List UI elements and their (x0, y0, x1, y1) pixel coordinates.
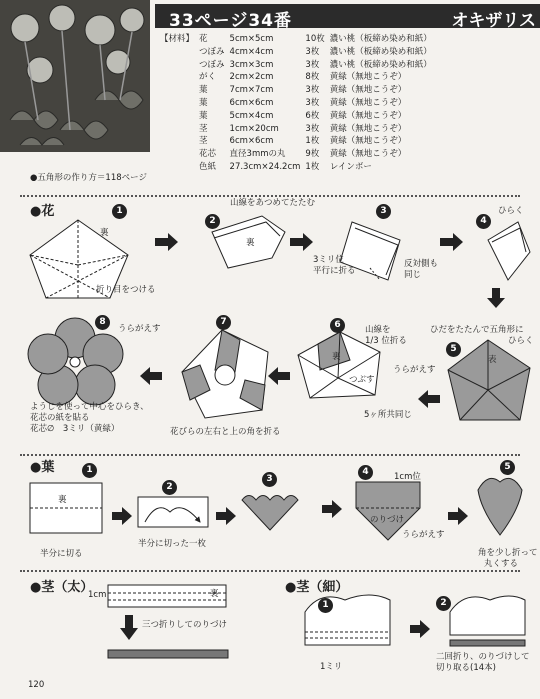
materials-cell: 27.3cm×24.2cm (229, 161, 301, 172)
step7-label: 花びらの左右と上の角を折る (170, 427, 281, 437)
step-number: 5 (446, 342, 461, 357)
materials-cell: 3枚 (305, 59, 320, 70)
flower-step4-diagram (488, 222, 530, 280)
materials-cell: 黄緑（無地こうぞ） (329, 72, 407, 83)
materials-cell: 2cm×2cm (229, 72, 274, 83)
step3-label: 平行に折る (313, 266, 356, 276)
step-number: 2 (162, 480, 177, 495)
flower-step7-diagram (182, 330, 268, 418)
stem-thin-note: 切り取る(14本) (436, 663, 496, 673)
label-omote: 表 (488, 355, 497, 365)
step-number: 2 (205, 214, 220, 229)
materials-cell: 濃い桃（板締め染め和紙） (329, 34, 432, 44)
materials-cell: 3枚 (305, 46, 320, 57)
page-title: オキザリス (451, 11, 536, 31)
flower-step8-diagram (28, 318, 123, 405)
stem-thin-mm: 1ミリ (320, 662, 343, 672)
materials-cell: 花芯 (199, 149, 217, 160)
materials-cell: 3枚 (305, 97, 320, 108)
step-number: 6 (330, 318, 345, 333)
step8-label: 花芯の紙を貼る (30, 413, 90, 423)
materials-cell: 6cm×6cm (229, 97, 274, 108)
step3-label: 3ミリ位 (313, 255, 344, 265)
materials-cell: 葉 (199, 97, 208, 108)
materials-cell: 葉 (199, 85, 208, 96)
step3-label: 反対側も (404, 259, 439, 269)
label-ura: 裏 (100, 228, 109, 238)
step-number: 7 (216, 315, 231, 330)
materials-cell: 1cm×20cm (229, 123, 279, 134)
step-number: 3 (262, 472, 277, 487)
label-ura: 裏 (58, 495, 67, 505)
materials-cell: つぼみ (199, 46, 225, 57)
materials-cell: レインボー (329, 161, 372, 172)
materials-cell: 5cm×5cm (229, 34, 274, 44)
section-heading-leaf: ●葉 (30, 460, 55, 475)
step8-label: 花芯∅ 3ミリ（黄緑） (30, 424, 120, 434)
materials-cell: 葉 (199, 110, 208, 121)
label-ura: 裏 (332, 352, 341, 362)
materials-cell: 10枚 (305, 34, 325, 44)
leaf-step5-label: 角を少し折って (478, 548, 538, 558)
materials-cell: 3cm×3cm (229, 59, 274, 70)
step-number: 1 (112, 204, 127, 219)
step-number: 5 (500, 460, 515, 475)
materials-cell: 茎 (199, 123, 208, 134)
materials-cell: 黄緑（無地こうぞ） (329, 149, 407, 160)
step-number: 4 (476, 214, 491, 229)
materials-cell: 5cm×4cm (229, 110, 274, 121)
crease-label: 折り目をつける (96, 285, 156, 295)
materials-cell: 濃い桃（板締め染め和紙） (329, 46, 432, 57)
materials-cell: 黄緑（無地こうぞ） (329, 110, 407, 121)
materials-cell: 直径3mmの丸 (229, 149, 286, 160)
step-number: 8 (95, 315, 110, 330)
materials-label: 【材料】 (160, 34, 195, 44)
materials-cell: 1枚 (305, 161, 320, 172)
open-label: ひらく (498, 206, 524, 216)
leaf-step2-label: 半分に切った一枚 (138, 539, 207, 549)
materials-cell: 濃い桃（板締め染め和紙） (329, 59, 432, 70)
step-number: 1 (82, 463, 97, 478)
section-heading-flower: ●花 (30, 204, 55, 219)
step-number: 4 (358, 465, 373, 480)
materials-cell: 黄緑（無地こうぞ） (329, 85, 407, 96)
stem-thin-diagram (305, 595, 525, 646)
page-reference: 33ページ34番 (169, 11, 292, 31)
materials-cell: 黄緑（無地こうぞ） (329, 97, 407, 108)
leaf-step1-label: 半分に切る (40, 549, 83, 559)
step3-label: 同じ (404, 270, 422, 280)
step6-label: つぶす (349, 375, 375, 385)
step-number: 1 (318, 598, 333, 613)
label-ura: 裏 (210, 589, 219, 599)
step6-label: 5ヶ所共同じ (364, 410, 412, 420)
materials-cell: 3枚 (305, 85, 320, 96)
materials-cell: 黄緑（無地こうぞ） (329, 123, 407, 134)
stem-size-label: 1cm (88, 590, 107, 600)
materials-cell: 6cm×6cm (229, 136, 274, 147)
pentagon-note: ●五角形の作り方＝118ページ (30, 173, 147, 183)
leaf-step5-label: 丸くする (484, 559, 519, 569)
materials-cell: 茎 (199, 136, 208, 147)
materials-cell: 7cm×7cm (229, 85, 274, 96)
leaf-step4-label: のりづけ (370, 515, 405, 525)
materials-cell: 6枚 (305, 110, 320, 121)
leaf-step4-label: 1cm位 (394, 472, 421, 482)
materials-cell: 黄緑（無地こうぞ） (329, 136, 407, 147)
step6-label: 1/3 位折る (365, 336, 407, 346)
step8-label: ようじを使って中心をひらき、 (30, 402, 149, 412)
step5-label: ひらく (508, 336, 534, 346)
materials-cell: 4cm×4cm (229, 46, 274, 57)
step-number: 2 (436, 596, 451, 611)
turn-label: うらがえす (402, 530, 445, 540)
step-number: 3 (376, 204, 391, 219)
stem-thick-note: 三つ折りしてのりづけ (142, 620, 228, 630)
step5-label: ひだをたたんで五角形に (430, 325, 524, 335)
materials-cell: 1枚 (305, 136, 320, 147)
mountain-label: 山線をあつめてたたむ (230, 198, 316, 208)
materials-cell: つぼみ (199, 59, 225, 70)
materials-cell: 8枚 (305, 72, 320, 83)
materials-cell: 花 (199, 34, 208, 44)
materials-cell: がく (199, 72, 217, 83)
materials-cell: 色紙 (199, 161, 217, 172)
label-ura: 裏 (246, 238, 255, 248)
stem-thin-note: 二回折り、のりづけして (436, 652, 530, 662)
section-heading-stem-thin: ●茎（細） (285, 580, 349, 595)
step6-label: 山線を (365, 325, 391, 335)
turn-label: うらがえす (118, 324, 161, 334)
leaf-diagrams (30, 478, 522, 540)
section-heading-stem-thick: ●茎（太） (30, 580, 94, 595)
materials-cell: 3枚 (305, 123, 320, 134)
page-number: 120 (28, 680, 45, 690)
turn-label: うらがえす (393, 365, 436, 375)
materials-cell: 9枚 (305, 149, 320, 160)
